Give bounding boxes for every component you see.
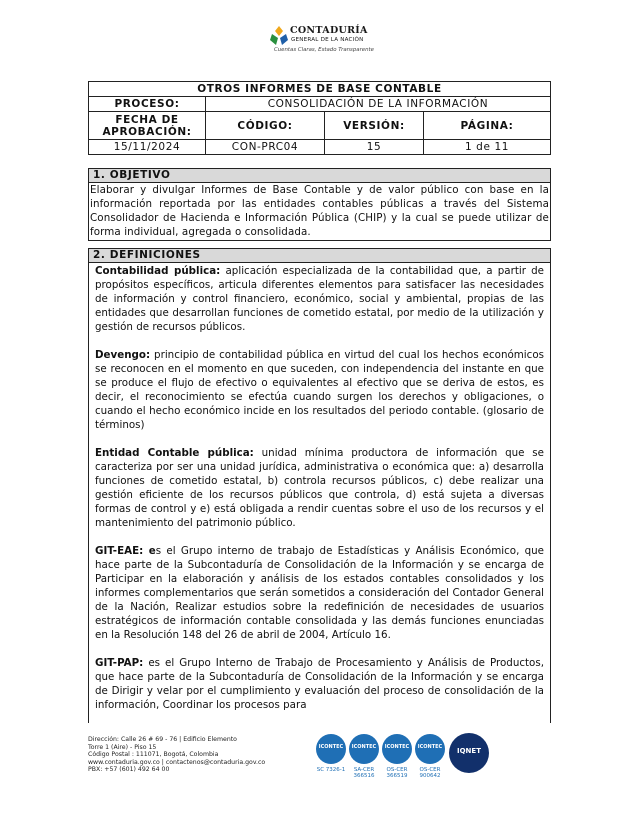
footer-address: Dirección: Calle 26 # 69 - 76 | Edificio Elemento: [88, 736, 237, 743]
document-title: OTROS INFORMES DE BASE CONTABLE: [89, 82, 551, 97]
approval-value: 15/11/2024: [89, 140, 206, 155]
approval-label: FECHA DE APROBACIÓN:: [89, 112, 206, 140]
definitions-section: [88, 248, 551, 723]
code-value: CON-PRC04: [206, 140, 325, 155]
definition-text: aplicación especializada de la contabilidad que, a partir de propósitos específicos, articula diferentes elementos para satisfacer las necesidades de información y control financiero, económico, social y ambiental, propias de las entidades que desarrollan funciones de cometido estatal, por medio de la utilización y gestión de recursos públicos.: [95, 265, 545, 333]
definition-text: es el Grupo Interno de Trabajo de Procesamiento y Análisis de Productos, que hace parte de la Subcontaduría de Consolidación de la Información y se encarga de Dirigir y velar por el cumplimiento y evaluación del proceso de consolidación de la información, Coordinar los procesos para: [95, 657, 544, 711]
definitions-list: [89, 263, 550, 712]
document-header-table: [88, 81, 551, 155]
footer-tower: Torre 1 (Aire) - Piso 15: [88, 743, 157, 751]
iqnet-badge: [449, 733, 489, 773]
page-label: PÁGINA:: [424, 112, 551, 140]
definition-item: [89, 544, 550, 642]
icontec-icon: ICONTEC: [415, 734, 445, 764]
footer-contact: [88, 736, 265, 774]
cert-label: SC 7326-1: [316, 767, 346, 773]
logo-tagline: Cuentas Claras, Estado Transparente: [274, 47, 374, 53]
logo-subtitle: GENERAL DE LA NACIÓN: [291, 37, 364, 43]
contaduria-logo: [266, 22, 376, 56]
footer-phone: PBX: +57 (601) 492 64 00: [88, 766, 170, 774]
definition-item: [89, 446, 550, 530]
cert-label: SA-CER 366516: [353, 767, 375, 779]
process-value: CONSOLIDACIÓN DE LA INFORMACIÓN: [206, 97, 551, 112]
definition-term: Contabilidad pública:: [95, 265, 221, 277]
icontec-icon: ICONTEC: [316, 734, 346, 764]
iqnet-icon: IQNET: [457, 747, 481, 755]
code-label: CÓDIGO:: [206, 112, 325, 140]
certification-badge: [382, 734, 412, 790]
certification-badge: [316, 734, 346, 790]
definition-item: [89, 264, 550, 334]
objective-section: [88, 168, 551, 241]
process-label: PROCESO:: [89, 97, 206, 112]
icontec-icon: ICONTEC: [382, 734, 412, 764]
objective-text: Elaborar y divulgar Informes de Base Contable y de valor público con base en la información reportada por las entidades contables públicas a través del Sistema Consolidador de Hacienda e Información Pública (CHIP) y la cual se puede utilizar de forma individual, agregada o consolidada.: [90, 184, 549, 238]
definition-text: principio de contabilidad pública en virtud del cual los hechos económicos se reconocen en el momento en que suceden, con independencia del instante en que se produce el flujo de efectivo o equivalentes al efectivo que se deriva de estos, es decir, el reconocimiento se efectúa cuando surgen los derechos y obligaciones, o cuando el hecho económico incide en los resultados del periodo contable. (glosario de términos): [95, 349, 544, 431]
definition-term: GIT-PAP:: [95, 657, 144, 669]
definition-term: Entidad Contable pública:: [95, 447, 254, 459]
logo-name: CONTADURÍA: [290, 25, 368, 36]
footer-postal: Código Postal : 111071, Bogotá, Colombia: [88, 751, 219, 759]
certification-badge: [415, 734, 445, 790]
cert-label: OS-CER 366519: [386, 767, 408, 779]
definition-item: [89, 656, 550, 712]
cert-label: OS-CER 900642: [419, 767, 441, 779]
definition-text: unidad mínima productora de información que se caracteriza por ser una unidad jurídica, administrativa o económica que: a) desarrolla funciones de cometido estatal, b) controla recursos públicos, c) debe realizar una gestión eficiente de los recursos públicos que controla, d) está sujeta a diversas formas de control y e) está obligada a rendir cuentas sobre el uso de los recursos y el mantenimiento del patrimonio público.: [95, 447, 544, 529]
version-value: 15: [325, 140, 424, 155]
definition-item: [89, 348, 550, 432]
certification-badge: [349, 734, 379, 790]
definitions-heading: 2. DEFINICIONES: [89, 249, 550, 263]
objective-heading: 1. OBJETIVO: [89, 169, 550, 183]
version-label: VERSIÓN:: [325, 112, 424, 140]
page-value: 1 de 11: [424, 140, 551, 155]
definition-term: Devengo:: [95, 349, 151, 361]
definition-text: s el Grupo interno de trabajo de Estadísticas y Análisis Económico, que hace parte de la Subcontaduría de Consolidación de la Información y se encarga de Participar en la elaboración y análisis de los estados contables consolidados y los informes complementarios que serán sometidos a consideración del Contador General de la Nación, Realizar estudios sobre la redefinición de necesidades de usuarios estratégicos de información contable consolidada y las demás funciones enunciadas en la Resolución 148 del 26 de abril de 2004, Artículo 16.: [95, 545, 544, 641]
definition-term: GIT-EAE: e: [95, 545, 156, 557]
icontec-icon: ICONTEC: [349, 734, 379, 764]
footer-web: www.contaduria.gov.co | contactenos@contaduria.gov.co: [88, 758, 266, 766]
